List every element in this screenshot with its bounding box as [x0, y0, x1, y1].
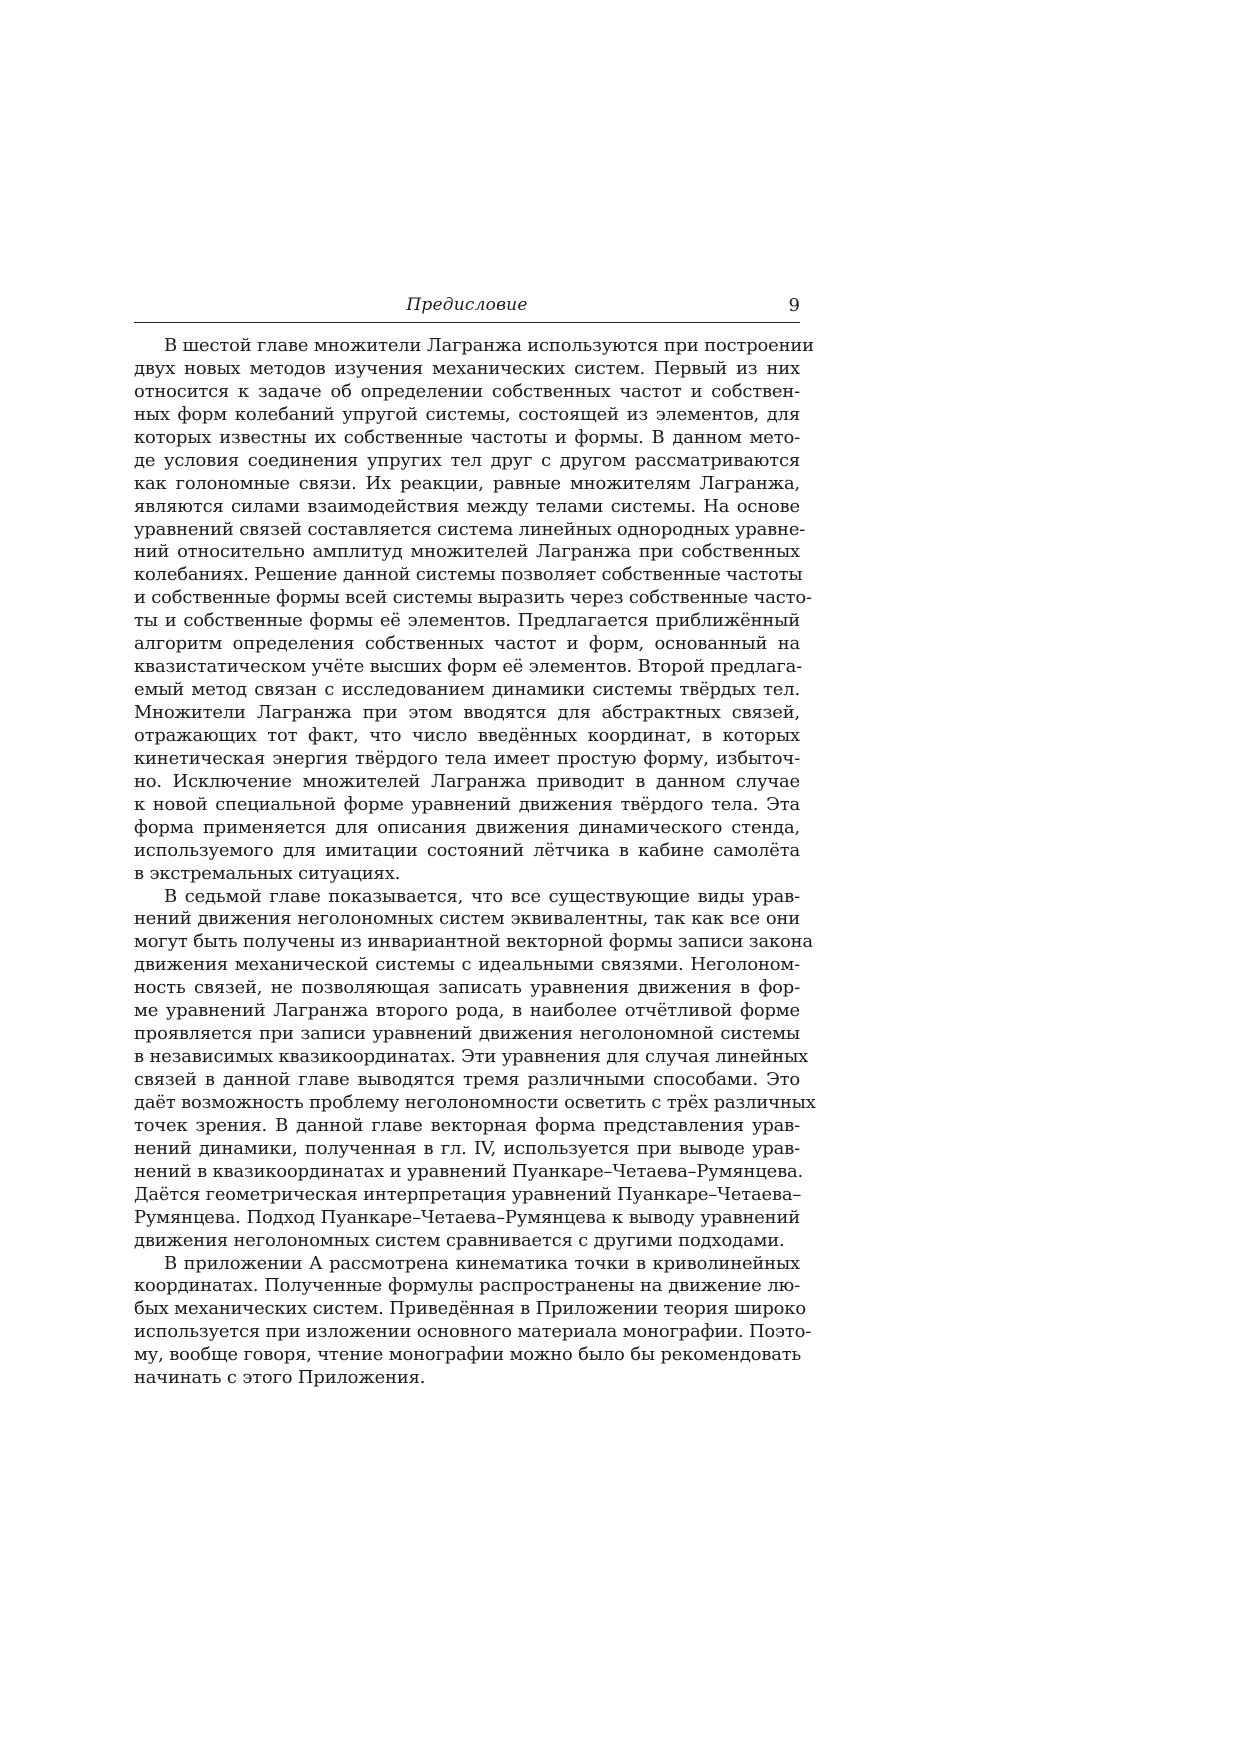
text-line: как голономные связи. Их реакции, равные множителям Лагранжа,: [134, 472, 800, 494]
text-line: кинетическая энергия твёрдого тела имеет простую форму, избыточ-: [134, 747, 800, 769]
text-line: в экстремальных ситуациях.: [134, 862, 401, 884]
text-line: которых известны их собственные частоты и формы. В данном мето-: [134, 426, 800, 448]
page-number: 9: [788, 295, 800, 316]
text-line: ных форм колебаний упругой системы, состоящей из элементов, для: [134, 403, 800, 425]
text-line: В шестой главе множители Лагранжа используются при построении: [164, 335, 814, 356]
text-line: уравнений связей составляется система линейных однородных уравне-: [134, 518, 806, 540]
text-line: Румянцева. Подход Пуанкаре–Четаева–Румянцева к выводу уравнений: [134, 1206, 800, 1228]
text-line: му, вообще говоря, чтение монографии можно было бы рекомендовать: [134, 1344, 802, 1366]
text-line: и собственные формы всей системы выразить через собственные часто-: [134, 587, 812, 609]
text-line: нений в квазикоординатах и уравнений Пуанкаре–Четаева–Румянцева.: [134, 1160, 804, 1182]
text-line: двух новых методов изучения механических систем. Первый из них: [134, 357, 800, 379]
text-line: В седьмой главе показывается, что все существующие виды урав-: [164, 885, 800, 907]
text-line: используется при изложении основного материала монографии. Поэто-: [134, 1321, 812, 1343]
text-line: алгоритм определения собственных частот и форм, основанный на: [134, 633, 800, 655]
text-line: относится к задаче об определении собственных частот и собствен-: [134, 380, 800, 402]
text-line: проявляется при записи уравнений движения неголономной системы: [134, 1023, 800, 1045]
text-line: нений движения неголономных систем эквивалентны, так как все они: [134, 908, 800, 930]
text-line: емый метод связан с исследованием динамики системы твёрдых тел.: [134, 679, 800, 701]
text-line: могут быть получены из инвариантной векторной формы записи закона: [134, 931, 813, 953]
text-line: движения механической системы с идеальными связями. Неголоном-: [134, 954, 800, 976]
text-line: связей в данной главе выводятся тремя различными способами. Это: [134, 1069, 800, 1090]
text-line: даёт возможность проблему неголономности осветить с трёх различных: [134, 1091, 816, 1113]
paragraph: [134, 335, 814, 886]
text-line: отражающих тот факт, что число введённых координат, в которых: [134, 724, 800, 746]
text-line: но. Исключение множителей Лагранжа приводит в данном случае: [134, 770, 800, 792]
running-head-title: Предисловие: [406, 295, 528, 315]
text-line: к новой специальной форме уравнений движения твёрдого тела. Эта: [134, 793, 800, 815]
text-line: колебаниях. Решение данной системы позволяет собственные частоты: [134, 564, 803, 586]
text-line: в независимых квазикоординатах. Эти уравнения для случая линейных: [134, 1046, 809, 1068]
running-head: [134, 292, 800, 323]
text-line: Множители Лагранжа при этом вводятся для абстрактных связей,: [134, 702, 800, 723]
paragraph: [134, 1252, 812, 1391]
text-line: нений динамики, полученная в гл. IV, используется при выводе урав-: [134, 1137, 800, 1159]
body-text: [134, 335, 816, 1390]
text-line: координатах. Полученные формулы распространены на движение лю-: [134, 1275, 800, 1297]
paragraph: [134, 885, 816, 1253]
text-line: движения неголономных систем сравнивается с другими подходами.: [134, 1229, 785, 1251]
text-line: являются силами взаимодействия между телами системы. На основе: [134, 495, 800, 517]
text-line: Даётся геометрическая интерпретация уравнений Пуанкаре–Четаева–: [134, 1183, 802, 1205]
text-line: квазистатическом учёте высших форм её элементов. Второй предлага-: [134, 656, 802, 678]
text-line: ность связей, не позволяющая записать уравнения движения в фор-: [134, 977, 800, 999]
text-line: ме уравнений Лагранжа второго рода, в наиболее отчётливой форме: [134, 1000, 800, 1022]
text-line: де условия соединения упругих тел друг с другом рассматриваются: [134, 449, 800, 471]
text-line: бых механических систем. Приведённая в Приложении теория широко: [134, 1298, 806, 1320]
text-line: точек зрения. В данной главе векторная форма представления урав-: [134, 1114, 800, 1136]
text-line: форма применяется для описания движения динамического стенда,: [134, 816, 800, 838]
text-line: используемого для имитации состояний лётчика в кабине самолёта: [134, 839, 800, 861]
text-line: ний относительно амплитуд множителей Лагранжа при собственных: [134, 541, 800, 563]
text-line: начинать с этого Приложения.: [134, 1367, 426, 1389]
text-line: В приложении А рассмотрена кинематика точки в криволинейных: [164, 1252, 800, 1274]
text-line: ты и собственные формы её элементов. Предлагается приближённый: [134, 610, 800, 632]
page: [134, 292, 816, 1390]
